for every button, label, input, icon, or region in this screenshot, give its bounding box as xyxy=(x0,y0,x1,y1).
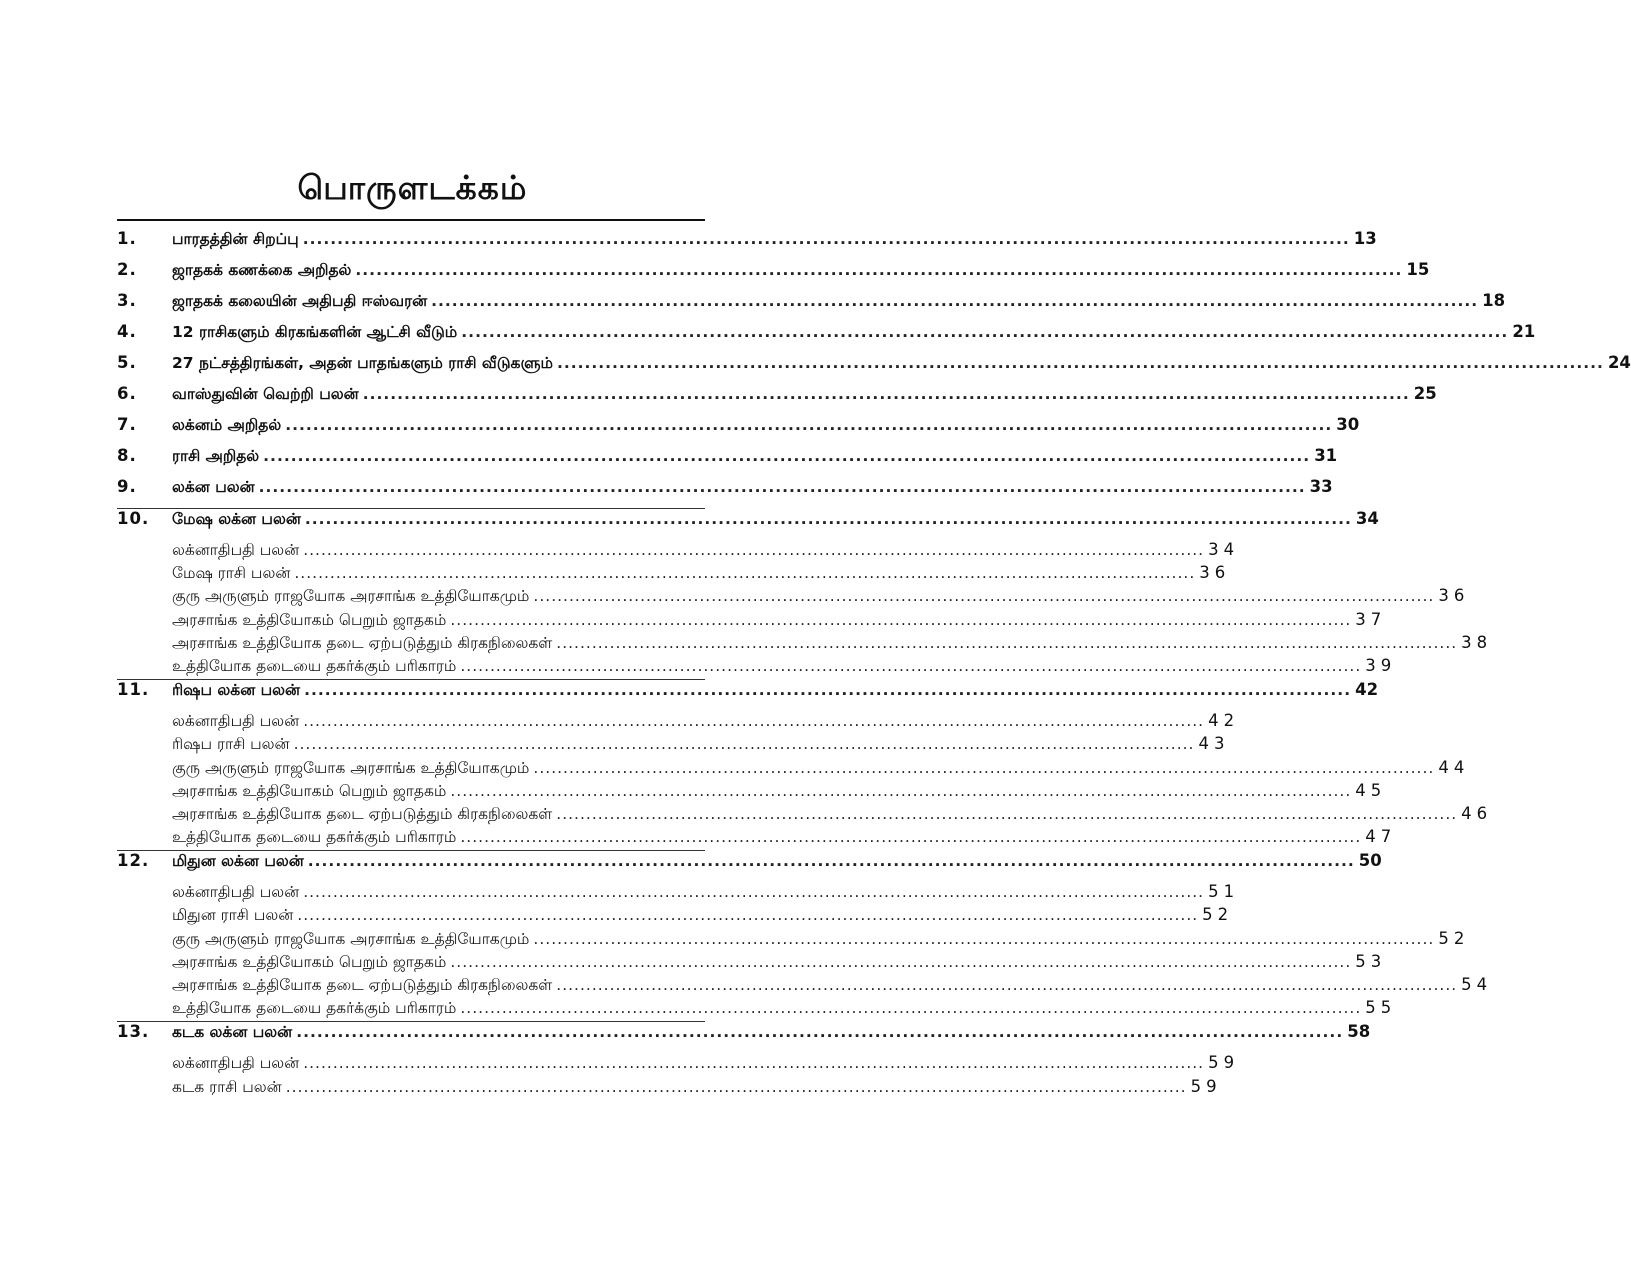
dot-leader xyxy=(460,999,1361,1017)
entry-title: லக்னம் அறிதல் xyxy=(172,416,282,434)
toc-entry xyxy=(117,415,1360,446)
table-of-contents xyxy=(117,229,1631,1100)
dot-leader xyxy=(263,447,1310,465)
entry-title: 12 ராசிகளும் கிரகங்களின் ஆட்சி வீடும் xyxy=(172,323,458,341)
dot-leader xyxy=(305,510,1352,528)
dot-leader xyxy=(286,1078,1187,1096)
entry-page-number: 24 xyxy=(1607,353,1631,372)
toc-subentry xyxy=(117,1076,1222,1100)
title-divider xyxy=(117,219,705,221)
subentry-title: குரு அருளும் ராஜயோக அரசாங்க உத்தியோகமும் xyxy=(172,929,530,948)
subentry-title: அரசாங்க உத்தியோகம் பெறும் ஜாதகம் xyxy=(172,952,447,971)
dot-leader xyxy=(296,1023,1343,1041)
entry-page-number: 30 xyxy=(1336,415,1360,434)
toc-subentry xyxy=(117,540,1240,563)
toc-subentry xyxy=(117,827,1397,850)
toc-subentry xyxy=(117,757,1470,781)
dot-leader xyxy=(533,587,1434,605)
toc-subentry xyxy=(117,780,1387,804)
toc-entry xyxy=(117,477,1333,508)
dot-leader xyxy=(259,478,1306,496)
dot-leader xyxy=(460,828,1361,846)
entry-page-number: 33 xyxy=(1309,477,1333,496)
subentry-title: மிதுன ராசி பலன் xyxy=(172,906,294,925)
subentry-page-number: 42 xyxy=(1208,711,1240,731)
entry-number: 5. xyxy=(117,353,137,372)
entry-title: மிதுன லக்ன பலன் xyxy=(172,852,304,871)
subentry-page-number: 53 xyxy=(1355,951,1387,971)
entry-number: 9. xyxy=(117,477,137,496)
toc-subentry xyxy=(117,711,1240,734)
entry-number: 10. xyxy=(117,509,150,528)
entry-title: கடக லக்ன பலன் xyxy=(172,1023,293,1042)
page-title: பொருளடக்கம் xyxy=(297,168,528,207)
entry-number: 13. xyxy=(117,1022,150,1042)
dot-leader xyxy=(533,930,1434,948)
entry-number: 1. xyxy=(117,229,137,248)
toc-subentry xyxy=(117,563,1231,586)
subentry-page-number: 51 xyxy=(1208,882,1240,902)
entry-title: ரிஷப லக்ன பலன் xyxy=(172,681,301,700)
dot-leader xyxy=(431,292,1478,310)
toc-subentry xyxy=(117,905,1234,928)
subentry-page-number: 37 xyxy=(1355,609,1387,629)
entry-page-number: 13 xyxy=(1353,229,1377,248)
toc-entry xyxy=(117,509,1379,540)
subentry-page-number: 44 xyxy=(1438,757,1470,777)
subentry-title: உத்தியோக தடையை தகர்க்கும் பரிகாரம் xyxy=(172,828,457,847)
toc-entry xyxy=(117,384,1437,415)
dot-leader xyxy=(556,634,1457,652)
subentry-page-number: 46 xyxy=(1461,803,1493,823)
toc-subentry xyxy=(117,882,1240,905)
entry-title: மேஷ லக்ன பலன் xyxy=(172,510,301,528)
toc-subentry xyxy=(117,998,1397,1021)
dot-leader xyxy=(355,261,1402,279)
entry-page-number: 15 xyxy=(1406,260,1430,279)
toc-subentry xyxy=(117,586,1470,609)
toc-entry xyxy=(117,1022,1371,1053)
subentry-title: குரு அருளும் ராஜயோக அரசாங்க உத்தியோகமும் xyxy=(172,758,530,777)
subentry-title: அரசாங்க உத்தியோகம் பெறும் ஜாதகம் xyxy=(172,610,447,629)
subentry-page-number: 36 xyxy=(1438,586,1470,606)
subentry-title: மேஷ ராசி பலன் xyxy=(172,564,291,583)
dot-leader xyxy=(294,735,1195,753)
entry-number: 8. xyxy=(117,446,137,465)
subentry-page-number: 34 xyxy=(1208,540,1240,559)
dot-leader xyxy=(303,883,1204,901)
toc-entry xyxy=(117,851,1382,882)
dot-leader xyxy=(557,354,1604,372)
subentry-page-number: 59 xyxy=(1208,1053,1240,1073)
entry-title: லக்ன பலன் xyxy=(172,478,255,496)
subentry-title: உத்தியோக தடையை தகர்க்கும் பரிகாரம் xyxy=(172,999,457,1018)
entry-page-number: 50 xyxy=(1358,851,1382,871)
dot-leader xyxy=(556,976,1457,994)
dot-leader xyxy=(460,657,1361,675)
toc-subentry xyxy=(117,975,1493,998)
dot-leader xyxy=(533,759,1434,777)
subentry-title: அரசாங்க உத்தியோக தடை ஏற்படுத்தும் கிரகநிலைகள் xyxy=(172,633,553,652)
dot-leader xyxy=(556,805,1457,823)
entry-title: 27 நட்சத்திரங்கள், அதன் பாதங்களும் ராசி வீடுகளும் xyxy=(172,354,553,372)
entry-page-number: 34 xyxy=(1355,509,1379,528)
entry-number: 2. xyxy=(117,260,137,279)
entry-page-number: 25 xyxy=(1413,384,1437,403)
toc-subentry xyxy=(117,928,1470,952)
subentry-title: உத்தியோக தடையை தகர்க்கும் பரிகாரம் xyxy=(172,656,457,675)
toc-entry xyxy=(117,446,1338,477)
subentry-title: அரசாங்க உத்தியோக தடை ஏற்படுத்தும் கிரகநிலைகள் xyxy=(172,804,553,823)
toc-entry xyxy=(117,322,1536,353)
entry-page-number: 58 xyxy=(1347,1022,1371,1042)
entry-page-number: 31 xyxy=(1314,446,1338,465)
subentry-page-number: 45 xyxy=(1355,780,1387,800)
subentry-page-number: 38 xyxy=(1461,632,1493,652)
toc-subentry xyxy=(117,734,1230,757)
toc-entry xyxy=(117,680,1379,711)
subentry-page-number: 55 xyxy=(1365,998,1397,1018)
entry-page-number: 18 xyxy=(1482,291,1506,310)
entry-number: 11. xyxy=(117,680,150,700)
toc-entry xyxy=(117,291,1506,322)
subentry-title: அரசாங்க உத்தியோக தடை ஏற்படுத்தும் கிரகநிலைகள் xyxy=(172,976,553,994)
entry-title: வாஸ்துவின் வெற்றி பலன் xyxy=(172,385,359,403)
entry-page-number: 21 xyxy=(1512,322,1536,341)
subentry-page-number: 43 xyxy=(1198,734,1230,754)
dot-leader xyxy=(461,323,1508,341)
entry-title: ஜாதகக் கணக்கை அறிதல் xyxy=(172,261,352,279)
subentry-page-number: 39 xyxy=(1365,655,1397,675)
toc-subentry xyxy=(117,1053,1240,1076)
entry-title: பாரதத்தின் சிறப்பு xyxy=(172,230,299,248)
entry-number: 6. xyxy=(117,384,137,403)
subentry-page-number: 52 xyxy=(1438,928,1470,948)
subentry-title: லக்னாதிபதி பலன் xyxy=(172,541,300,559)
entry-number: 3. xyxy=(117,291,137,310)
toc-subentry xyxy=(117,803,1493,827)
entry-number: 12. xyxy=(117,851,150,871)
subentry-title: அரசாங்க உத்தியோகம் பெறும் ஜாதகம் xyxy=(172,781,447,800)
toc-subentry xyxy=(117,609,1387,633)
subentry-title: குரு அருளும் ராஜயோக அரசாங்க உத்தியோகமும் xyxy=(172,587,530,606)
dot-leader xyxy=(303,230,1350,248)
dot-leader xyxy=(303,1054,1204,1072)
entry-title: ஜாதகக் கலையின் அதிபதி ஈஸ்வரன் xyxy=(172,292,428,310)
dot-leader xyxy=(285,416,1332,434)
subentry-page-number: 52 xyxy=(1202,905,1234,925)
dot-leader xyxy=(297,906,1198,924)
toc-entry xyxy=(117,260,1430,291)
dot-leader xyxy=(304,681,1351,699)
toc-entry xyxy=(117,353,1631,384)
dot-leader xyxy=(308,852,1355,870)
subentry-title: ரிஷப ராசி பலன் xyxy=(172,735,290,754)
subentry-page-number: 54 xyxy=(1461,975,1493,994)
entry-page-number: 42 xyxy=(1355,680,1379,700)
subentry-title: லக்னாதிபதி பலன் xyxy=(172,1054,300,1073)
subentry-title: லக்னாதிபதி பலன் xyxy=(172,883,300,902)
toc-subentry xyxy=(117,951,1387,975)
subentry-page-number: 36 xyxy=(1199,563,1231,583)
dot-leader xyxy=(450,782,1351,800)
dot-leader xyxy=(450,953,1351,971)
dot-leader xyxy=(294,564,1195,582)
dot-leader xyxy=(303,712,1204,730)
entry-title: ராசி அறிதல் xyxy=(172,447,260,465)
subentry-page-number: 47 xyxy=(1365,827,1397,847)
entry-number: 4. xyxy=(117,322,137,341)
toc-entry xyxy=(117,229,1377,260)
toc-subentry xyxy=(117,655,1397,679)
subentry-title: கடக ராசி பலன் xyxy=(172,1077,282,1096)
entry-number: 7. xyxy=(117,415,137,434)
toc-subentry xyxy=(117,632,1493,656)
subentry-title: லக்னாதிபதி பலன் xyxy=(172,712,300,731)
dot-leader xyxy=(450,611,1351,629)
dot-leader xyxy=(363,385,1410,403)
dot-leader xyxy=(303,541,1204,559)
subentry-page-number: 59 xyxy=(1190,1076,1222,1096)
